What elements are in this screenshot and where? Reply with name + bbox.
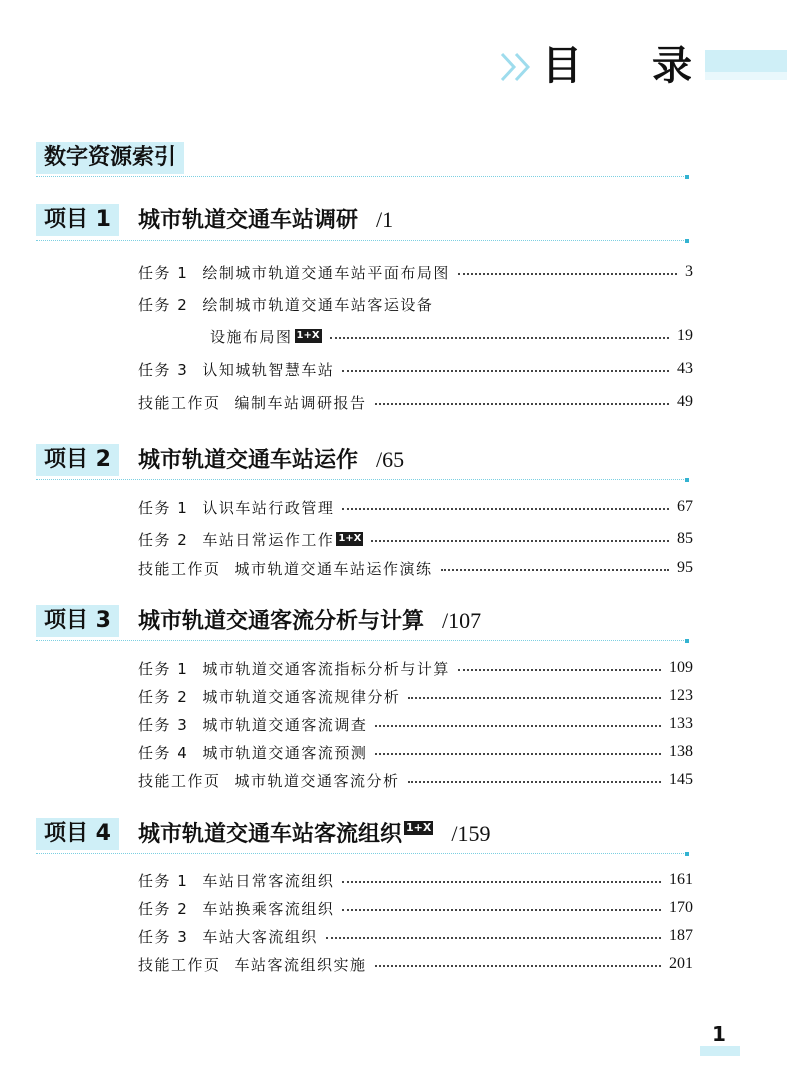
dot-leader [375,965,661,967]
task-text: 城市轨道交通客流调查 [202,715,368,734]
page-number: 95 [677,559,693,576]
task-text: 城市轨道交通车站运作演练 [234,559,433,578]
divider [36,240,686,241]
task-label: 任务 1 [138,498,189,517]
toc-entry[interactable] [138,657,693,679]
section-label: 项目 3 [36,605,119,637]
task-text: 车站日常运作工作 [202,530,335,549]
task-text: 车站大客流组织 [202,927,318,946]
page-number: 19 [677,327,693,344]
digital-index-heading[interactable] [36,142,184,178]
divider [36,176,686,177]
task-text: 设施布局图 [210,327,293,346]
task-text: 认识车站行政管理 [202,498,335,517]
double-chevron-icon [498,50,538,84]
page-number: 3 [685,263,693,280]
dot-leader [441,569,669,571]
divider-end-dot [685,175,689,179]
toc-entry[interactable] [138,496,693,518]
task-text: 城市轨道交通客流分析 [234,771,400,790]
task-text: 车站日常客流组织 [202,871,335,890]
toc-entry[interactable] [138,261,693,283]
page-header [0,0,790,110]
dot-leader [342,909,661,911]
1x-cert-badge: 1+X [406,821,432,834]
task-text: 车站换乘客流组织 [202,899,335,918]
task-label: 技能工作页 [138,559,221,578]
toc-entry[interactable] [138,713,693,735]
task-label: 技能工作页 [138,393,221,412]
task-label: 任务 2 [138,687,189,706]
section-title: 城市轨道交通车站运作 /65 [138,447,405,473]
divider-end-dot [685,639,689,643]
page-number: 109 [669,659,693,676]
title-decor-bar-light [705,72,787,80]
page-number: 43 [677,360,693,377]
section-1-heading[interactable] [36,204,394,240]
page-number: 123 [669,687,693,704]
toc-entry[interactable] [138,897,693,919]
dot-leader [371,540,669,542]
dot-leader [375,403,669,405]
toc-entry-continued[interactable] [210,325,693,347]
dot-leader [408,697,661,699]
dot-leader [342,881,661,883]
toc-entry[interactable] [138,293,693,315]
section-title: 城市轨道交通车站客流组织 1+X /159 [138,821,491,847]
divider-end-dot [685,239,689,243]
section-4-heading[interactable] [36,818,491,854]
task-label: 任务 1 [138,871,189,890]
section-label: 项目 2 [36,444,119,476]
page-number: 201 [669,955,693,972]
toc-entry[interactable] [138,869,693,891]
toc-entry[interactable] [138,358,693,380]
divider-end-dot [685,478,689,482]
task-text: 城市轨道交通客流规律分析 [202,687,401,706]
task-label: 任务 3 [138,927,189,946]
section-label: 项目 1 [36,204,119,236]
section-page: /107 [442,608,482,633]
section-label: 项目 4 [36,818,119,850]
task-label: 任务 2 [138,295,189,314]
task-label: 任务 3 [138,360,189,379]
dot-leader [458,669,661,671]
toc-entry[interactable] [138,685,693,707]
dot-leader [408,781,661,783]
dot-leader [375,753,661,755]
section-2-heading[interactable] [36,444,405,480]
task-label: 任务 1 [138,659,189,678]
task-label: 技能工作页 [138,771,221,790]
page-number: 187 [669,927,693,944]
toc-entry[interactable] [138,953,693,975]
task-text: 城市轨道交通客流指标分析与计算 [202,659,450,678]
page-number: 170 [669,899,693,916]
task-label: 任务 1 [138,263,189,282]
toc-entry[interactable] [138,925,693,947]
footer-decor-bar [700,1046,740,1056]
section-page: /159 [451,821,491,846]
divider-end-dot [685,852,689,856]
title-decor-bar [705,50,787,72]
toc-entry[interactable] [138,557,693,579]
task-label: 任务 2 [138,530,189,549]
title-char-2: 录 [652,42,692,89]
section-3-heading[interactable] [36,605,482,641]
section-page: /65 [376,447,405,472]
title-char-1: 目 [542,42,582,89]
task-label: 技能工作页 [138,955,221,974]
page-number: 85 [677,530,693,547]
dot-leader [342,508,669,510]
task-label: 任务 4 [138,743,189,762]
digital-index-label: 数字资源索引 [36,142,184,174]
page-number-footer: 1 [712,1022,726,1046]
page-number: 133 [669,715,693,732]
task-text: 编制车站调研报告 [234,393,367,412]
task-text: 绘制城市轨道交通车站平面布局图 [202,263,450,282]
dot-leader [326,937,661,939]
task-text: 车站客流组织实施 [234,955,367,974]
page-number: 145 [669,771,693,788]
1x-cert-badge: 1+X [296,330,320,341]
toc-entry[interactable] [138,769,693,791]
page-number: 49 [677,393,693,410]
dot-leader [458,273,677,275]
divider [36,479,686,480]
task-text: 绘制城市轨道交通车站客运设备 [202,295,434,314]
dot-leader [342,370,669,372]
section-title: 城市轨道交通客流分析与计算 /107 [138,608,482,634]
toc-entry[interactable] [138,528,693,550]
task-label: 任务 3 [138,715,189,734]
page-number: 161 [669,871,693,888]
section-title: 城市轨道交通车站调研 /1 [138,207,394,233]
divider [36,640,686,641]
toc-entry[interactable] [138,391,693,413]
page-number: 67 [677,498,693,515]
task-text: 认知城轨智慧车站 [202,360,335,379]
page-number: 138 [669,743,693,760]
section-page: /1 [376,207,394,232]
dot-leader [330,337,669,339]
task-label: 任务 2 [138,899,189,918]
toc-entry[interactable] [138,741,693,763]
task-text: 城市轨道交通客流预测 [202,743,368,762]
dot-leader [375,725,661,727]
1x-cert-badge: 1+X [338,533,362,544]
divider [36,853,686,854]
